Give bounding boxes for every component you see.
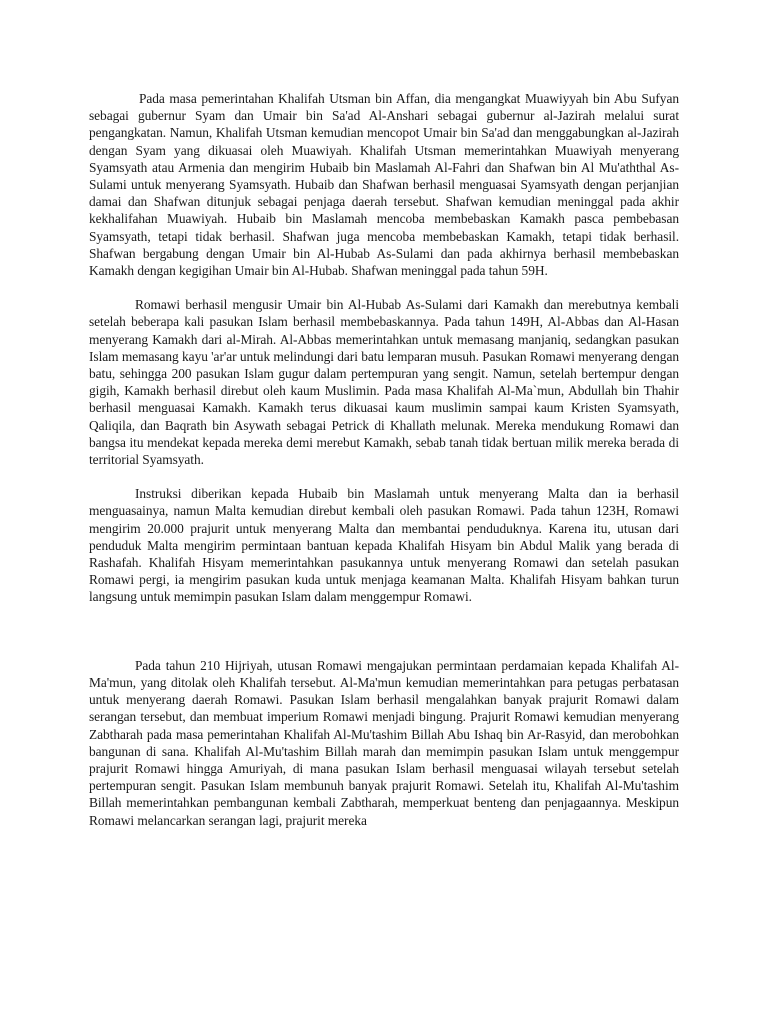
paragraph-1: Pada masa pemerintahan Khalifah Utsman bin Affan, dia mengangkat Muawiyyah bin Abu Sufyan sebagai gubernur Syam dan Umair bin Sa'ad Al-Anshari sebagai gubernur al-Jazirah melalui surat pengangkatan. Namun, Khalifah Utsman kemudian mencopot Umair bin Sa'ad dan menggabungkan al-Jazirah dengan Syam yang dikuasai oleh Muawiyah. Khalifah Utsman memerintahkan Muawiyah menyerang Syamsyath atau Armenia dan mengirim Hubaib bin Maslamah Al-Fahri dan Shafwan bin Al Mu'aththal As-Sulami untuk menyerang Syamsyath. Hubaib dan Shafwan berhasil menguasai Syamsyath dengan perjanjian damai dan Shafwan ditunjuk sebagai penjaga daerah tersebut. Shafwan kemudian meninggal pada akhir kekhalifahan Muawiyah. Hubaib bin Maslamah mencoba membebaskan Kamakh pasca pembebasan Syamsyath, tetapi tidak berhasil. Shafwan juga mencoba membebaskan Kamakh, tetapi tidak berhasil. Shafwan bergabung dengan Umair bin Al-Hubab As-Sulami dan pada akhirnya berhasil membebaskan Kamakh dengan kegigihan Umair bin Al-Hubab. Shafwan meninggal pada tahun 59H. (89, 91, 679, 279)
paragraph-3: Instruksi diberikan kepada Hubaib bin Maslamah untuk menyerang Malta dan ia berhasil menguasainya, namun Malta kemudian direbut kembali oleh pasukan Romawi. Pada tahun 123H, Romawi mengirim 20.000 prajurit untuk menyerang Malta dan membantai penduduknya. Karena itu, utusan dari penduduk Malta mengirim permintaan bantuan kepada Khalifah Hisyam bin Abdul Malik yang berada di Rashafah. Khalifah Hisyam memerintahkan pasukannya untuk menyerang Romawi dan setelah pasukan Romawi pergi, ia mengirim pasukan kuda untuk menjaga keamanan Malta. Khalifah Hisyam bahkan turun langsung untuk memimpin pasukan Islam dalam menggempur Romawi. (89, 486, 679, 605)
paragraph-2: Romawi berhasil mengusir Umair bin Al-Hubab As-Sulami dari Kamakh dan merebutnya kembali setelah beberapa kali pasukan Islam berhasil membebaskannya. Pada tahun 149H, Al-Abbas dan Al-Hasan menyerang Kamakh dari al-Mirah. Al-Abbas memerintahkan untuk memasang manjaniq, sedangkan pasukan Islam memasang kayu 'ar'ar untuk melindungi dari batu lemparan musuh. Pasukan Romawi menyerang dengan batu, sehingga 200 pasukan Islam gugur dalam pertempuran yang sengit. Namun, setelah bertempur dengan gigih, Kamakh berhasil direbut oleh kaum Muslimin. Pada masa Khalifah Al-Ma`mun, Abdullah bin Thahir berhasil menguasai Kamakh. Kamakh terus dikuasai kaum muslimin sampai kaum Kristen Syamsyath, Qaliqila, dan Baqrath bin Asywath sebagai Petrick di Khallath melunak. Mereka mendukung Romawi dan bangsa itu mendekat kepada mereka demi merebut Kamakh, sebab tanah tidak bertuan milik mereka berada di territorial Syamsyath. (89, 297, 679, 468)
document-page (89, 90, 679, 829)
paragraph-4: Pada tahun 210 Hijriyah, utusan Romawi mengajukan permintaan perdamaian kepada Khalifah Al-Ma'mun, yang ditolak oleh Khalifah tersebut. Al-Ma'mun kemudian memerintahkan para petugas perbatasan untuk menyerang daerah Romawi. Pasukan Islam berhasil mengalahkan banyak prajurit Romawi dalam serangan tersebut, dan membuat imperium Romawi menjadi bingung. Prajurit Romawi kemudian menyerang Zabtharah pada masa pemerintahan Khalifah Al-Mu'tashim Billah Abu Ishaq bin Ar-Rasyid, dan merobohkan bangunan di sana. Khalifah Al-Mu'tashim Billah marah dan memimpin pasukan Islam untuk menggempur prajurit Romawi hingga Amuriyah, di mana pasukan Islam berhasil menguasai wilayah tersebut setelah pertempuran sengit. Pasukan Islam membunuh banyak prajurit Romawi. Setelah itu, Khalifah Al-Mu'tashim Billah memerintahkan pembangunan kembali Zabtharah, memperkuat benteng dan penjagaannya. Meskipun Romawi melancarkan serangan lagi, prajurit mereka (89, 657, 679, 828)
